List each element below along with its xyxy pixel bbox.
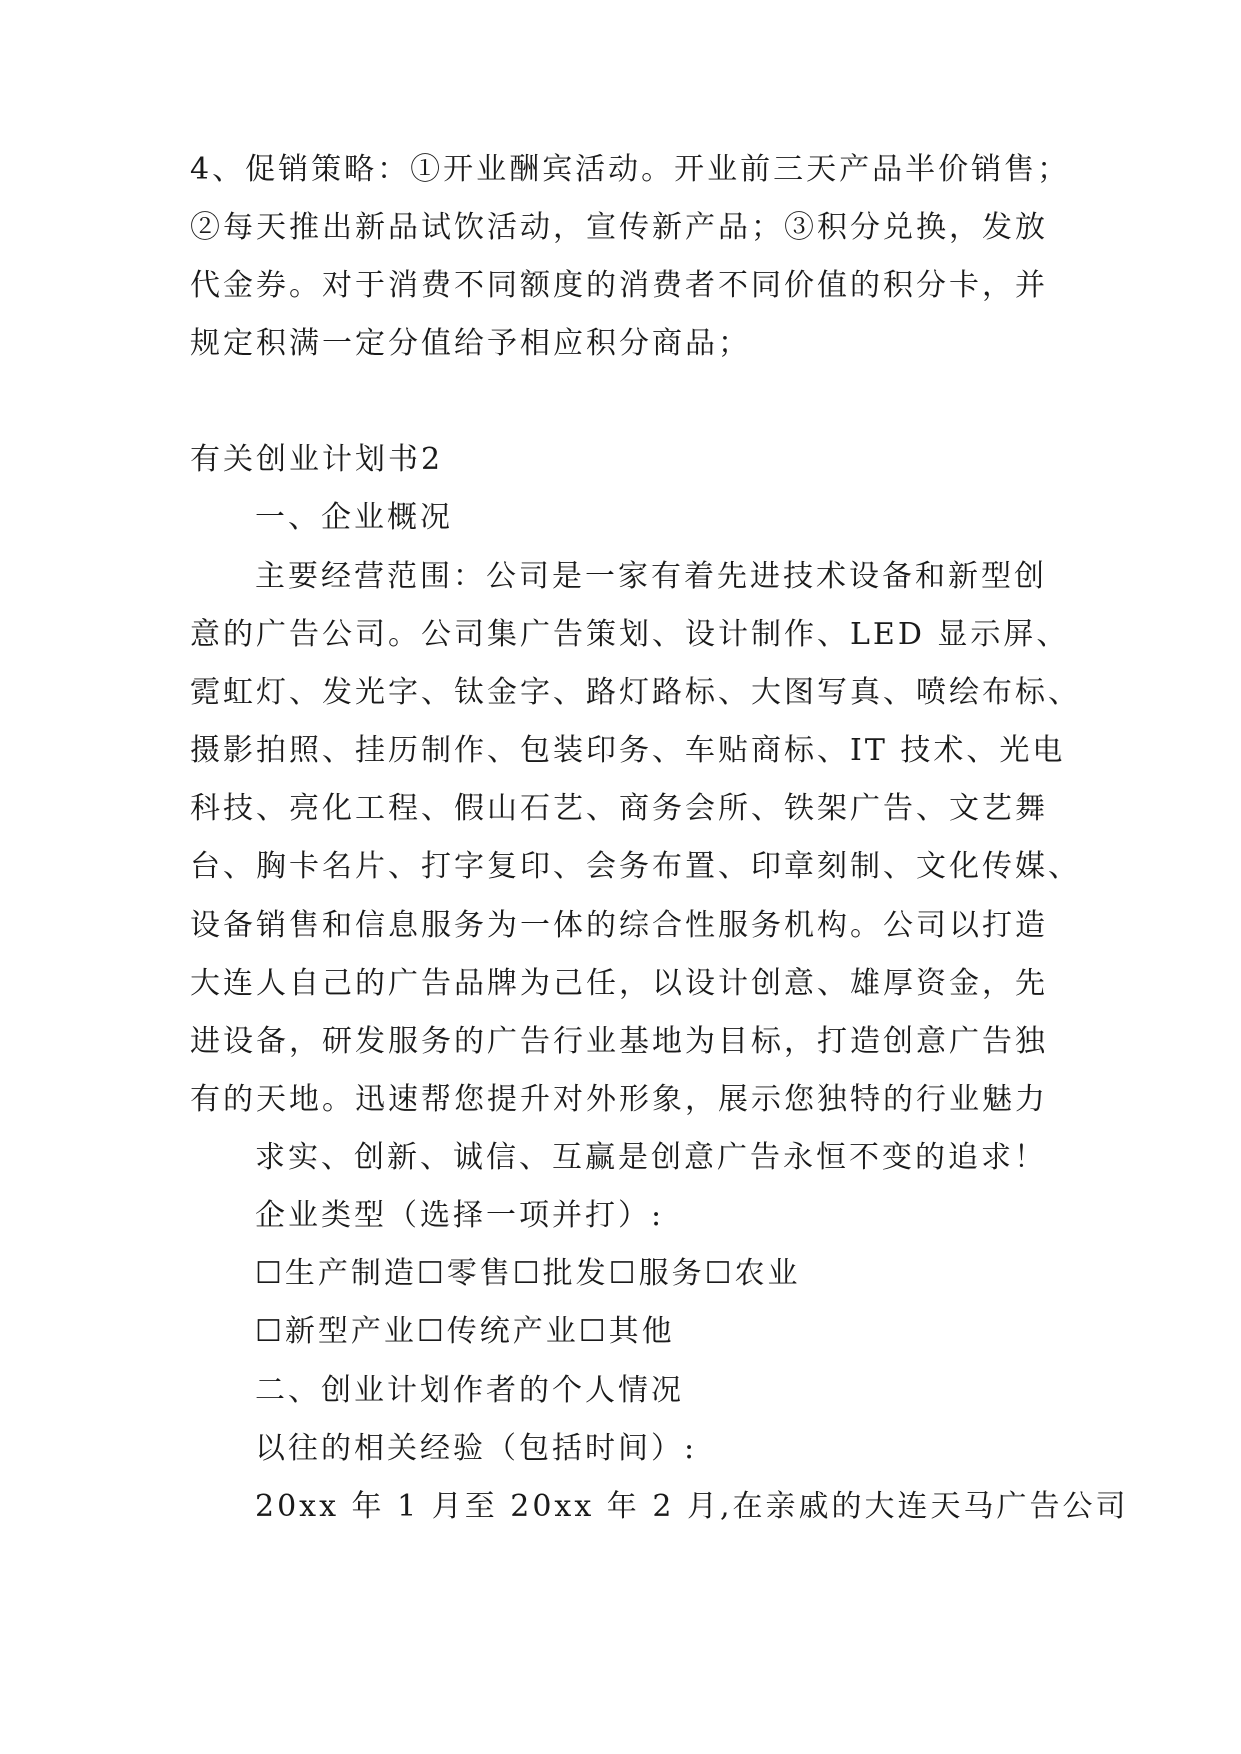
scope-line-9: 进设备，研发服务的广告行业基地为目标，打造创意广告独 bbox=[190, 1024, 1048, 1059]
scope-line-5: 科技、亮化工程、假山石艺、商务会所、铁架广告、文艺舞 bbox=[190, 791, 1048, 826]
heading-author: 二、创业计划作者的个人情况 bbox=[255, 1373, 684, 1408]
scope-line-3: 霓虹灯、发光字、钛金字、路灯路标、大图写真、喷绘布标、 bbox=[190, 675, 1081, 710]
scope-line-6: 台、胸卡名片、打字复印、会务布置、印章刻制、文化传媒、 bbox=[190, 849, 1081, 884]
scope-line-7: 设备销售和信息服务为一体的综合性服务机构。公司以打造 bbox=[190, 908, 1048, 943]
experience-label: 以往的相关经验（包括时间）: bbox=[255, 1431, 698, 1466]
slogan: 求实、创新、诚信、互赢是创意广告永恒不变的追求！ bbox=[255, 1140, 1047, 1175]
section-title: 有关创业计划书2 bbox=[190, 442, 444, 477]
promo-line-2: ②每天推出新品试饮活动，宣传新产品；③积分兑换，发放 bbox=[190, 210, 1048, 245]
scope-line-10: 有的天地。迅速帮您提升对外形象，展示您独特的行业魅力 bbox=[190, 1082, 1048, 1117]
experience-line: 20xx 年 1 月至 20xx 年 2 月,在亲戚的大连天马广告公司 bbox=[255, 1489, 1129, 1524]
scope-line-2: 意的广告公司。公司集广告策划、设计制作、LED 显示屏、 bbox=[190, 617, 1070, 652]
promo-line-1: 4、促销策略：①开业酬宾活动。开业前三天产品半价销售； bbox=[190, 152, 1071, 187]
scope-line-1: 主要经营范围：公司是一家有着先进技术设备和新型创 bbox=[255, 559, 1047, 594]
scope-line-8: 大连人自己的广告品牌为己任，以设计创意、雄厚资金，先 bbox=[190, 966, 1048, 1001]
promo-line-3: 代金券。对于消费不同额度的消费者不同价值的积分卡，并 bbox=[190, 268, 1048, 303]
heading-overview: 一、企业概况 bbox=[255, 500, 453, 535]
scope-line-4: 摄影拍照、挂历制作、包装印务、车贴商标、IT 技术、光电 bbox=[190, 733, 1066, 768]
promo-line-4: 规定积满一定分值给予相应积分商品； bbox=[190, 326, 751, 361]
checkbox-row-1: ☐生产制造☐零售☐批发☐服务☐农业 bbox=[255, 1256, 801, 1291]
checkbox-row-2: ☐新型产业☐传统产业☐其他 bbox=[255, 1314, 675, 1349]
enterprise-type-label: 企业类型（选择一项并打）: bbox=[255, 1198, 665, 1233]
